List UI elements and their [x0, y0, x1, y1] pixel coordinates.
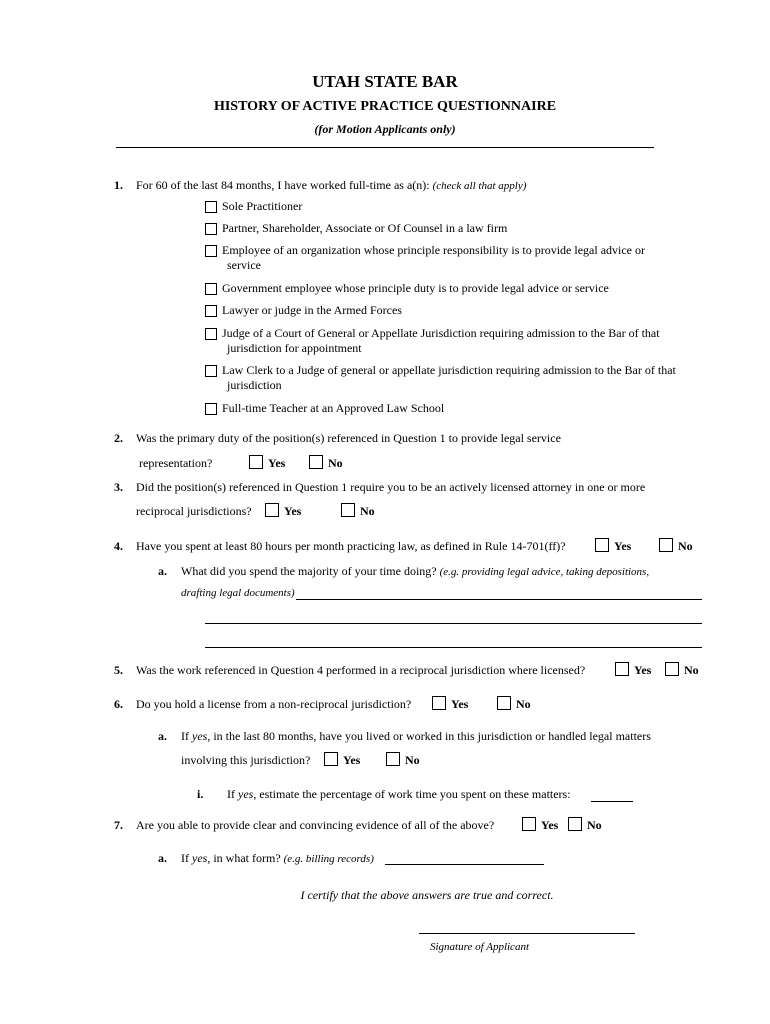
q3-text: Did the position(s) referenced in Question 1 require you to be an actively licensed attorney in one or more	[136, 480, 646, 494]
option-label: Government employee whose principle duty is to provide legal advice or service	[222, 281, 609, 295]
q6-text: Do you hold a license from a non-reciprocal jurisdiction?	[136, 697, 412, 711]
q3-yes-checkbox[interactable]	[265, 503, 279, 517]
q6-yes-checkbox[interactable]	[432, 696, 446, 710]
q6ai-text: If yes, estimate the percentage of work time you spent on these matters:	[227, 787, 571, 801]
q4-text: Have you spent at least 80 hours per month practicing law, as defined in Rule 14-701(ff)?	[136, 539, 566, 553]
q7-no-checkbox[interactable]	[568, 817, 582, 831]
signature-label: Signature of Applicant	[430, 941, 529, 953]
q2-text-cont: representation?	[139, 456, 213, 470]
option-label: Partner, Shareholder, Associate or Of Counsel in a law firm	[222, 221, 508, 235]
q7-text: Are you able to provide clear and convincing evidence of all of the above?	[136, 818, 495, 832]
q5-no-label: No	[684, 663, 699, 677]
q4a-answer-line[interactable]	[205, 623, 702, 624]
q3-text-cont: reciprocal jurisdictions?	[136, 504, 252, 518]
q2-text: Was the primary duty of the position(s) referenced in Question 1 to provide legal service	[136, 431, 561, 445]
q7-number: 7.	[114, 818, 123, 832]
q2-no-label: No	[328, 456, 343, 470]
form-subtitle: (for Motion Applicants only)	[314, 122, 456, 136]
option-label: Lawyer or judge in the Armed Forces	[222, 303, 402, 317]
q4a-answer-line[interactable]	[205, 647, 702, 648]
option-label: Employee of an organization whose principle responsibility is to provide legal advice or	[222, 243, 645, 257]
q3-number: 3.	[114, 480, 123, 494]
q6ai-label: i.	[197, 787, 204, 801]
q6a-yes-label: Yes	[343, 753, 361, 767]
q2-yes-checkbox[interactable]	[249, 455, 263, 469]
q4a-example-cont: drafting legal documents)	[181, 587, 295, 599]
option-label-cont: service	[227, 258, 261, 272]
q6-yes-label: Yes	[451, 697, 469, 711]
q6a-label: a.	[158, 729, 167, 743]
option-label-cont: jurisdiction	[227, 378, 282, 392]
q5-text: Was the work referenced in Question 4 performed in a reciprocal jurisdiction where licensed?	[136, 663, 586, 677]
q6a-yes-checkbox[interactable]	[324, 752, 338, 766]
q6-number: 6.	[114, 697, 123, 711]
checkbox[interactable]	[205, 201, 217, 213]
option-label: Full-time Teacher at an Approved Law School	[222, 401, 445, 415]
q6a-no-label: No	[405, 753, 420, 767]
q7-no-label: No	[587, 818, 602, 832]
option-label-cont: jurisdiction for appointment	[227, 341, 362, 355]
q7-yes-checkbox[interactable]	[522, 817, 536, 831]
q2-yes-label: Yes	[268, 456, 286, 470]
q3-yes-label: Yes	[284, 504, 302, 518]
q4a-label: a.	[158, 564, 167, 578]
q6-no-checkbox[interactable]	[497, 696, 511, 710]
q4a-answer-line[interactable]	[296, 599, 702, 600]
q6-no-label: No	[516, 697, 531, 711]
header-divider	[116, 147, 654, 148]
q2-number: 2.	[114, 431, 123, 445]
q6a-no-checkbox[interactable]	[386, 752, 400, 766]
checkbox[interactable]	[205, 328, 217, 340]
q4-number: 4.	[114, 539, 123, 553]
q7a-text: If yes, in what form? (e.g. billing records)	[181, 851, 374, 865]
certify-statement: I certify that the above answers are true and correct.	[300, 888, 554, 902]
q4-yes-checkbox[interactable]	[595, 538, 609, 552]
q3-no-checkbox[interactable]	[341, 503, 355, 517]
q1-number: 1.	[114, 178, 123, 192]
checkbox[interactable]	[205, 223, 217, 235]
q4a-text: What did you spend the majority of your time doing? (e.g. providing legal advice, taking depositions,	[181, 564, 650, 578]
checkbox[interactable]	[205, 245, 217, 257]
q2-no-checkbox[interactable]	[309, 455, 323, 469]
q5-number: 5.	[114, 663, 123, 677]
checkbox[interactable]	[205, 283, 217, 295]
q7a-label: a.	[158, 851, 167, 865]
checkbox[interactable]	[205, 305, 217, 317]
q5-yes-checkbox[interactable]	[615, 662, 629, 676]
checkbox[interactable]	[205, 403, 217, 415]
q7a-answer-line[interactable]	[385, 864, 544, 865]
q6a-text-cont: involving this jurisdiction?	[181, 753, 311, 767]
checkbox[interactable]	[205, 365, 217, 377]
q5-no-checkbox[interactable]	[665, 662, 679, 676]
form-title: HISTORY OF ACTIVE PRACTICE QUESTIONNAIRE	[213, 99, 557, 114]
option-label: Sole Practitioner	[222, 199, 303, 213]
q4-yes-label: Yes	[614, 539, 632, 553]
q7-yes-label: Yes	[541, 818, 559, 832]
q3-no-label: No	[360, 504, 375, 518]
q1-text: For 60 of the last 84 months, I have worked full-time as a(n): (check all that apply)	[136, 178, 527, 192]
q4-no-label: No	[678, 539, 693, 553]
signature-line[interactable]	[419, 933, 635, 934]
option-label: Law Clerk to a Judge of general or appellate jurisdiction requiring admission to the Bar of that	[222, 363, 676, 377]
q6ai-percentage-line[interactable]	[591, 801, 633, 802]
q5-yes-label: Yes	[634, 663, 652, 677]
org-title: UTAH STATE BAR	[312, 72, 458, 91]
option-label: Judge of a Court of General or Appellate Jurisdiction requiring admission to the Bar of that	[222, 326, 660, 340]
q4-no-checkbox[interactable]	[659, 538, 673, 552]
q6a-text: If yes, in the last 80 months, have you lived or worked in this jurisdiction or handled legal matters	[181, 729, 651, 743]
